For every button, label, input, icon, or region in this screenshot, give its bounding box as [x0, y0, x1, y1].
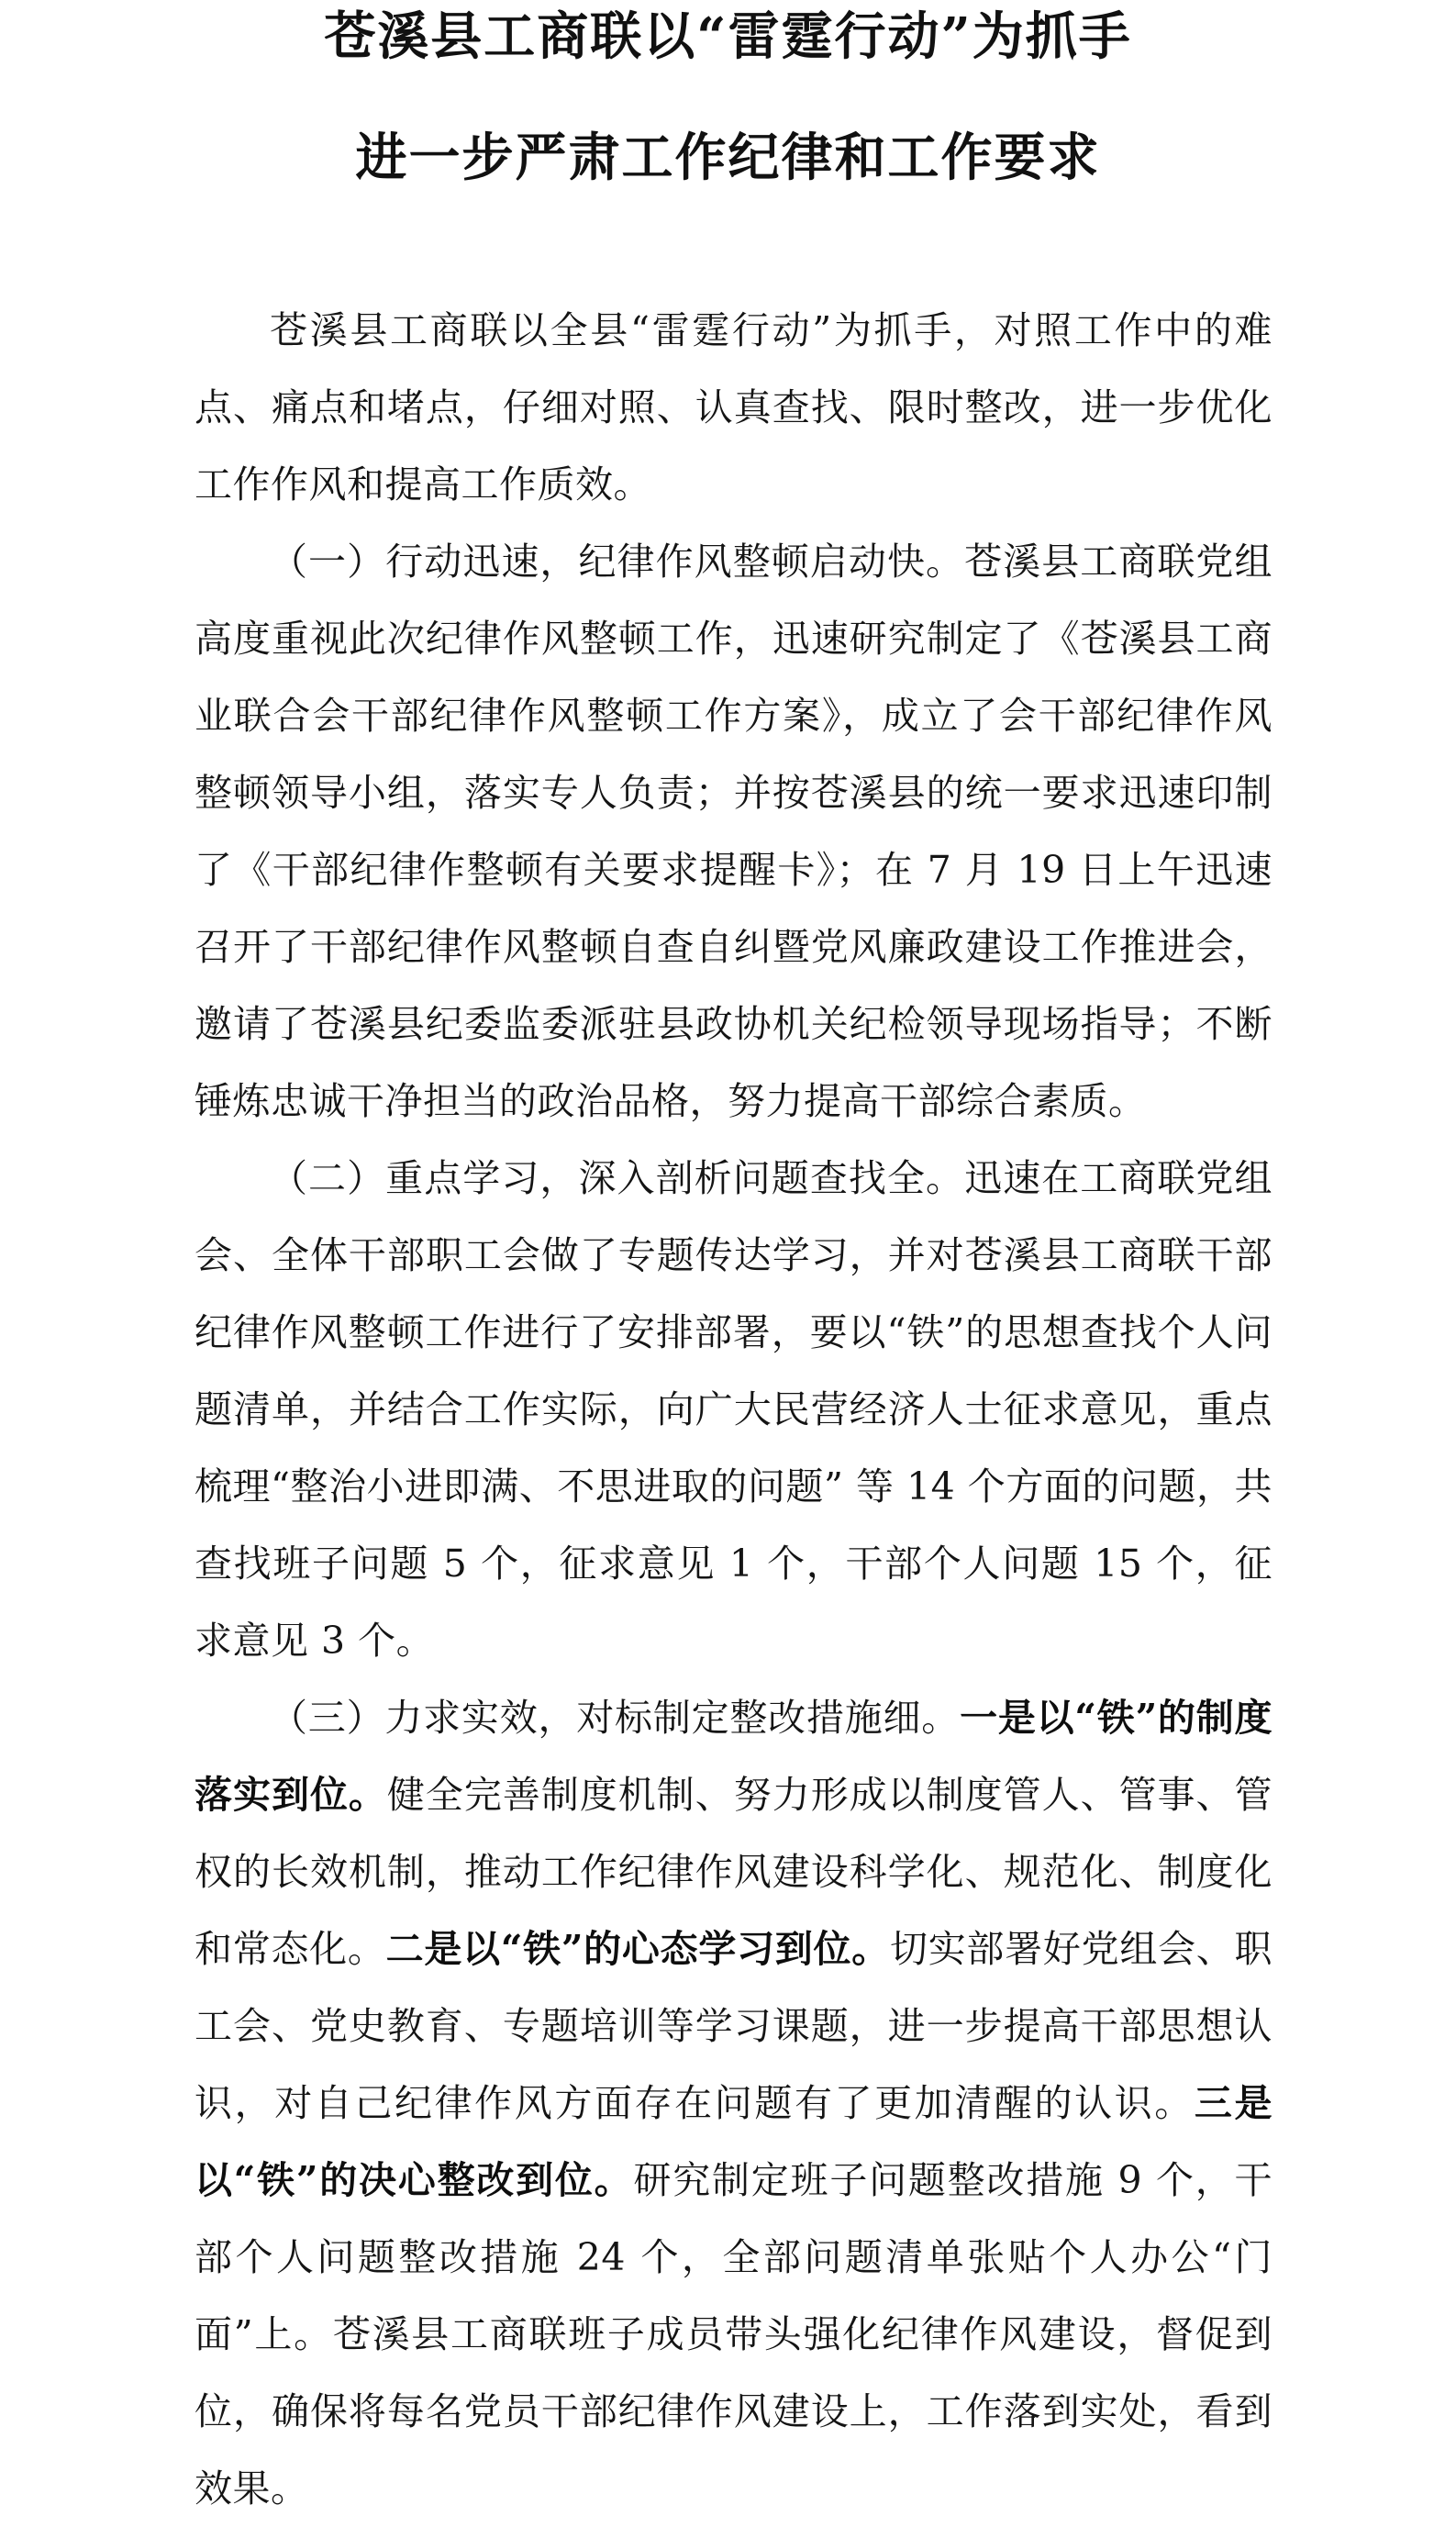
document-title-line-1: 苍溪县工商联以“雷霆行动”为抓手	[324, 6, 1132, 67]
section-2-paragraph: （二）重点学习，深入剖析问题查找全。迅速在工商联党组会、全体干部职工会做了专题传达学习，并对苍溪县工商联干部纪律作风整顿工作进行了安排部署，要以“铁”的思想查找个人问题清单，并结合工作实际，向广大民营经济人士征求意见，重点梳理“整治小进即满、不思进取的问题” 等 14 个方面的问题，共查找班子问题 5 个，征求意见 1 个，干部个人问题 15 个，征求意见 3 个。	[195, 1156, 1273, 1663]
section-3-point-3-heading: 三是以“铁”的决心整改到位。	[195, 2081, 1273, 2202]
document-body	[195, 292, 1273, 2527]
intro-paragraph: 苍溪县工商联以全县“雷霆行动”为抓手，对照工作中的难点、痛点和堵点，仔细对照、认真查找、限时整改，进一步优化工作作风和提高工作质效。	[195, 308, 1273, 507]
section-3-point-3-text: 研究制定班子问题整改措施 9 个，干部个人问题整改措施 24 个，全部问题清单张贴个人办公“门面”上。苍溪县工商联班子成员带头强化纪律作风建设，督促到位，确保将每名党员干部纪律作风建设上，工作落到实处，看到效果。	[195, 2158, 1273, 2510]
section-3-point-2-heading: 二是以“铁”的心态学习到位。	[385, 1927, 890, 1971]
section-3-point-1-heading: 一是以“铁”的制度落实到位。	[195, 1696, 1273, 1817]
section-3-point-1-text: 健全完善制度机制、努力形成以制度管人、管事、管权的长效机制，推动工作纪律作风建设科学化、规范化、制度化和常态化。	[195, 1773, 1273, 1971]
section-1-paragraph: （一）行动迅速，纪律作风整顿启动快。苍溪县工商联党组高度重视此次纪律作风整顿工作，迅速研究制定了《苍溪县工商业联合会干部纪律作风整顿工作方案》，成立了会干部纪律作风整顿领导小组，落实专人负责；并按苍溪县的统一要求迅速印制了《干部纪律作整顿有关要求提醒卡》；在 7 月 19 日上午迅速召开了干部纪律作风整顿自查自纠暨党风廉政建设工作推进会，邀请了苍溪县纪委监委派驻县政协机关纪检领导现场指导；不断锤炼忠诚干净担当的政治品格，努力提高干部综合素质。	[195, 540, 1273, 1123]
section-3-paragraph	[195, 1679, 1273, 2527]
section-3-lead: （三）力求实效，对标制定整改措施细。	[270, 1696, 961, 1740]
document-title-line-2: 进一步严肃工作纪律和工作要求	[355, 128, 1101, 188]
section-3-point-2-text: 切实部署好党组会、职工会、党史教育、专题培训等学习课题，进一步提高干部思想认识，对自己纪律作风方面存在问题有了更加清醒的认识。	[195, 1927, 1273, 2125]
